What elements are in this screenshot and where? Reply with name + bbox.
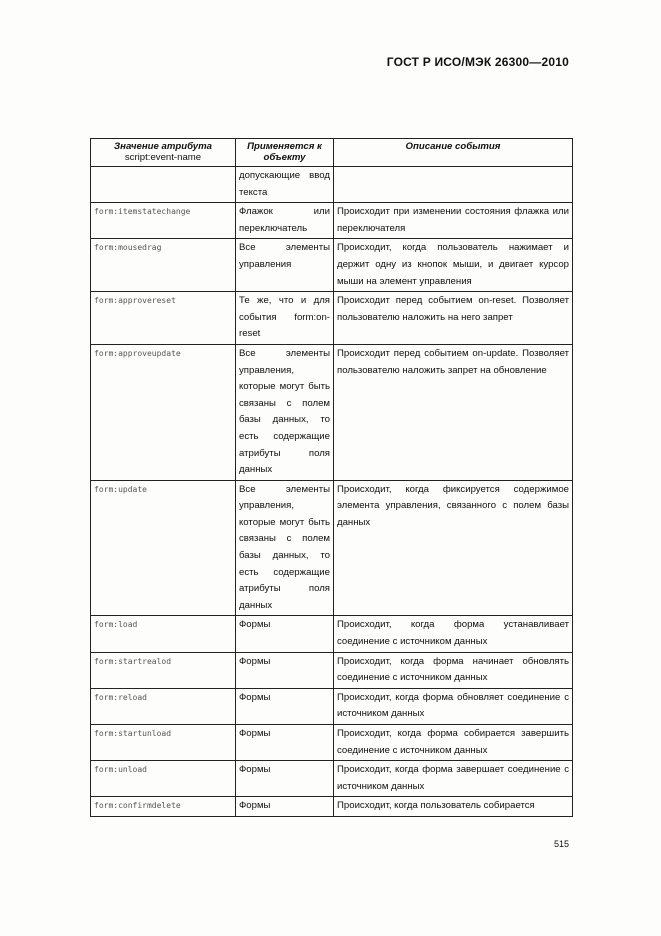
- table-header-row: [91, 139, 573, 167]
- attribute-cell: form:unload: [91, 761, 236, 797]
- description-cell: Происходит, когда форма обновляет соединение с источником данных: [334, 688, 573, 724]
- object-cell: Формы: [236, 725, 334, 761]
- attribute-cell: form:confirmdelete: [91, 797, 236, 817]
- description-cell: Происходит при изменении состояния флажка или переключателя: [334, 203, 573, 239]
- description-cell: Происходит перед событием on-update. Позволяет пользователю наложить запрет на обновление: [334, 344, 573, 480]
- object-cell: Все элементы управления: [236, 239, 334, 292]
- table-row: [91, 480, 573, 616]
- description-cell: Происходит, когда форма собирается завершить соединение с источником данных: [334, 725, 573, 761]
- object-cell: Формы: [236, 797, 334, 817]
- object-cell: Формы: [236, 761, 334, 797]
- page-number: 515: [553, 839, 569, 849]
- description-cell: [334, 167, 573, 203]
- object-cell: Те же, что и для события form:on-reset: [236, 292, 334, 345]
- attribute-cell: form:update: [91, 480, 236, 616]
- table-row: [91, 616, 573, 652]
- column-header-object: Применяется к объекту: [236, 139, 334, 167]
- object-cell: Все элементы управления, которые могут быть связаны с полем базы данных, то есть содержащие атрибуты поля данных: [236, 480, 334, 616]
- object-cell: Флажок или переключатель: [236, 203, 334, 239]
- description-cell: Происходит, когда форма завершает соединение с источником данных: [334, 761, 573, 797]
- description-cell: Происходит перед событием on-reset. Позволяет пользователю наложить на него запрет: [334, 292, 573, 345]
- attribute-cell: form:mousedrag: [91, 239, 236, 292]
- description-cell: Происходит, когда форма начинает обновлять соединение с источником данных: [334, 652, 573, 688]
- column-header-description: Описание события: [334, 139, 573, 167]
- table-row: [91, 239, 573, 292]
- description-cell: Происходит, когда форма устанавливает соединение с источником данных: [334, 616, 573, 652]
- attribute-cell: form:itemstatechange: [91, 203, 236, 239]
- table-row: [91, 797, 573, 817]
- table-row: [91, 725, 573, 761]
- table-row: [91, 652, 573, 688]
- attribute-cell: [91, 167, 236, 203]
- description-cell: Происходит, когда пользователь нажимает и держит одну из кнопок мыши, и двигает курсор мыши на элемент управления: [334, 239, 573, 292]
- description-cell: Происходит, когда пользователь собирается: [334, 797, 573, 817]
- table-row: [91, 167, 573, 203]
- document-header: ГОСТ Р ИСО/МЭК 26300—2010: [386, 55, 569, 69]
- attribute-cell: form:load: [91, 616, 236, 652]
- object-cell: Формы: [236, 652, 334, 688]
- attribute-cell: form:approvereset: [91, 292, 236, 345]
- object-cell: Формы: [236, 688, 334, 724]
- table-row: [91, 203, 573, 239]
- attribute-cell: form:startunload: [91, 725, 236, 761]
- object-cell: Все элементы управления, которые могут быть связаны с полем базы данных, то есть содержащие атрибуты поля данных: [236, 344, 334, 480]
- event-attributes-table: [90, 138, 573, 817]
- table-row: [91, 344, 573, 480]
- table-row: [91, 761, 573, 797]
- table-row: [91, 688, 573, 724]
- column-header-attribute: Значение атрибута script:event-name: [91, 139, 236, 167]
- description-cell: Происходит, когда фиксируется содержимое элемента управления, связанного с полем базы данных: [334, 480, 573, 616]
- object-cell: допускающие ввод текста: [236, 167, 334, 203]
- attribute-cell: form:approveupdate: [91, 344, 236, 480]
- object-cell: Формы: [236, 616, 334, 652]
- attribute-cell: form:reload: [91, 688, 236, 724]
- attribute-cell: form:startrealod: [91, 652, 236, 688]
- table-row: [91, 292, 573, 345]
